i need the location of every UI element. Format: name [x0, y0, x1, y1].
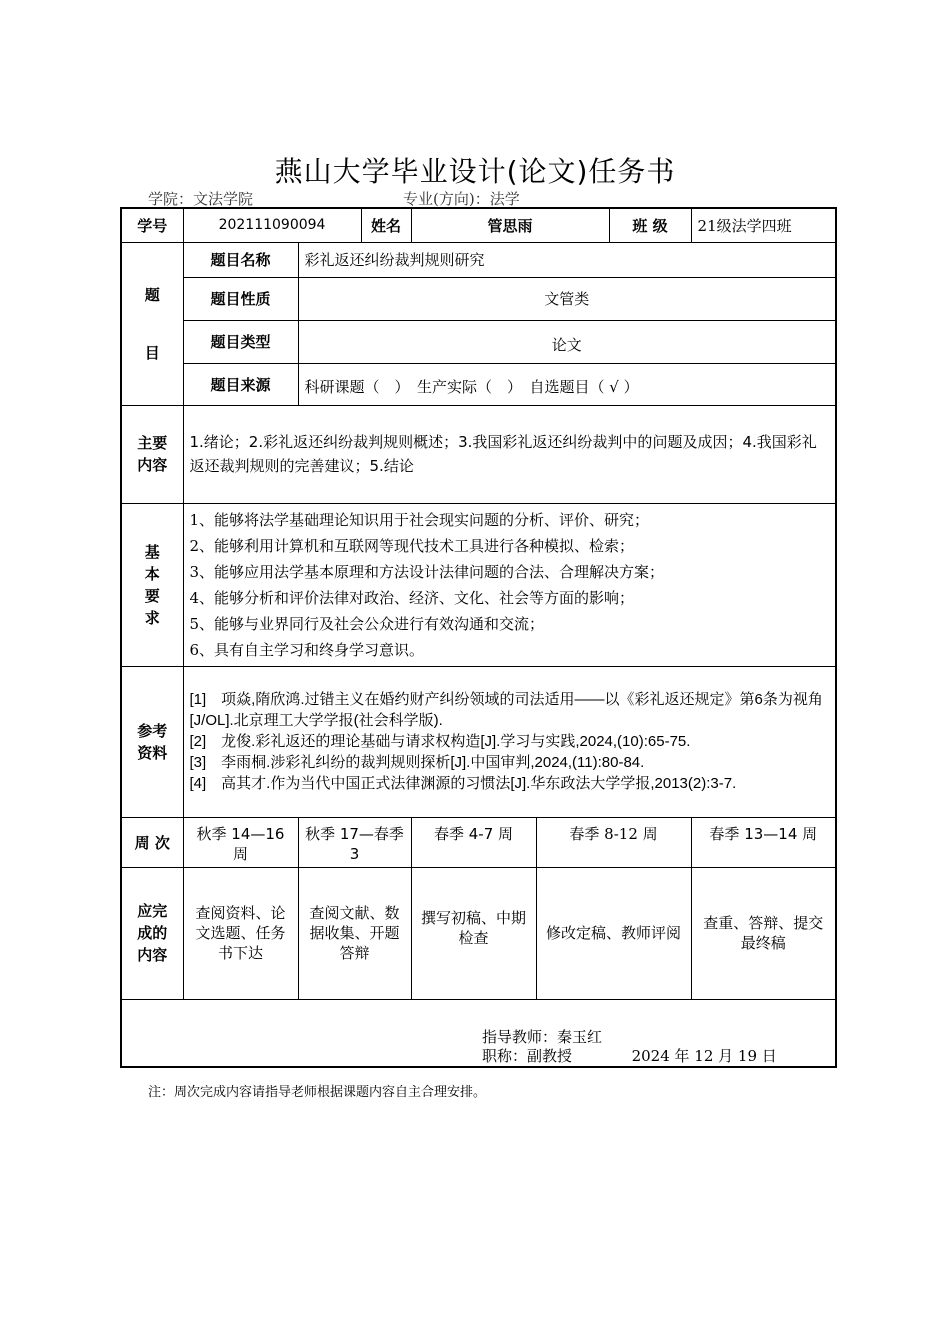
task-content-cell: 查阅文献、数据收集、开题答辩 [298, 867, 411, 999]
topic-type: 论文 [298, 320, 836, 363]
major-label: 专业(方向)： [403, 190, 490, 208]
schedule-content-label-3: 内容 [137, 946, 168, 964]
requirements-label-1: 基 [144, 542, 160, 561]
schedule-content-label [121, 867, 183, 999]
teacher-line [482, 1028, 777, 1047]
topic-section-label [121, 242, 183, 405]
student-name: 管思雨 [411, 208, 609, 242]
topic-nature: 文管类 [298, 277, 836, 320]
reference-item: [2] 龙俊.彩礼返还的理论基础与请求权构造[J].学习与实践,2024,(10):65-75. [189, 733, 691, 750]
teacher-label: 指导教师： [482, 1027, 558, 1046]
teacher-name: 秦玉红 [557, 1027, 603, 1046]
college-value: 文法学院 [193, 190, 254, 208]
title-line [482, 1047, 777, 1066]
main-content-text: 1.绪论；2.彩礼返还纠纷裁判规则概述；3.我国彩礼返还纠纷裁判中的问题及成因；4.我国彩礼返还裁判规则的完善建议；5.结论 [183, 405, 836, 503]
requirements-label [121, 503, 183, 666]
student-id-label: 学号 [121, 208, 183, 242]
requirement-item: 3、能够应用法学基本原理和方法设计法律问题的合法、合理解决方案； [189, 562, 665, 581]
references-cell [183, 666, 836, 817]
topic-type-label: 题目类型 [183, 320, 298, 363]
topic-section-label-1: 题 [144, 285, 160, 304]
week-cell: 秋季 17—春季 3 [298, 817, 411, 867]
references-label-2: 资料 [137, 743, 168, 762]
requirements-label-2: 本 [144, 564, 160, 583]
requirements-label-3: 要 [144, 586, 160, 605]
references-list [190, 689, 830, 794]
schedule-content-label-2: 成的 [137, 924, 168, 942]
requirement-item: 1、能够将法学基础理论知识用于社会现实问题的分析、评价、研究； [189, 510, 650, 529]
major-value: 法学 [489, 190, 520, 208]
week-cell: 春季 4-7 周 [411, 817, 536, 867]
reference-item: [3] 李雨桐.涉彩礼纠纷的裁判规则探析[J].中国审判,2024,(11):80-84. [189, 754, 645, 771]
student-name-label: 姓名 [361, 208, 411, 242]
schedule-content-label-1: 应完 [137, 902, 168, 920]
task-content-cell: 查阅资料、论文选题、任务书下达 [183, 867, 298, 999]
topic-section-label-2: 目 [144, 343, 160, 362]
requirement-item: 5、能够与业界同行及社会公众进行有效沟通和交流； [189, 614, 545, 633]
title-label: 职称： [482, 1046, 528, 1065]
reference-item: [4] 高其才.作为当代中国正式法律渊源的习惯法[J].华东政法大学学报,2013(2):3-7. [189, 775, 737, 792]
college-label: 学院： [148, 190, 194, 208]
topic-name-label: 题目名称 [183, 242, 298, 277]
teacher-info [482, 1028, 777, 1066]
topic-source: 科研课题（ ） 生产实际（ ） 自选题目（ √ ） [298, 363, 836, 405]
topic-source-label: 题目来源 [183, 363, 298, 405]
major-line [403, 188, 520, 209]
student-id: 202111090094 [183, 208, 361, 242]
teacher-title: 副教授 [527, 1046, 573, 1065]
task-content-cell: 修改定稿、教师评阅 [536, 867, 691, 999]
signature-block [122, 1000, 835, 1066]
class-label: 班 级 [609, 208, 691, 242]
class-value: 21级法学四班 [691, 208, 836, 242]
main-content-label-2: 内容 [137, 456, 168, 474]
references-label [121, 666, 183, 817]
task-content-cell: 查重、答辩、提交最终稿 [691, 867, 836, 999]
requirement-item: 6、具有自主学习和终身学习意识。 [189, 640, 425, 659]
signature-cell [121, 999, 836, 1067]
week-cell: 春季 13—14 周 [691, 817, 836, 867]
document-title: 燕山大学毕业设计(论文)任务书 [274, 155, 676, 188]
requirements-list [190, 507, 830, 663]
sign-date: 2024 年 12 月 19 日 [631, 1046, 777, 1065]
main-content-label-1: 主要 [137, 434, 168, 452]
topic-nature-label: 题目性质 [183, 277, 298, 320]
task-table [120, 207, 837, 1068]
topic-name: 彩礼返还纠纷裁判规则研究 [298, 242, 836, 277]
requirement-item: 4、能够分析和评价法律对政治、经济、文化、社会等方面的影响； [189, 588, 635, 607]
weeks-label: 周 次 [121, 817, 183, 867]
footnote: 注：周次完成内容请指导老师根据课题内容自主合理安排。 [148, 1085, 487, 1100]
requirement-item: 2、能够利用计算机和互联网等现代技术工具进行各种模拟、检索； [189, 536, 635, 555]
requirements-cell [183, 503, 836, 666]
main-content-label [121, 405, 183, 503]
references-label-1: 参考 [137, 721, 168, 740]
week-cell: 秋季 14—16 周 [183, 817, 298, 867]
requirements-label-4: 求 [144, 608, 160, 627]
reference-item: [1] 项焱,隋欣鸿.过错主义在婚约财产纠纷领域的司法适用——以《彩礼返还规定》第6条为视角[J/OL].北京理工大学学报(社会科学版). [189, 691, 823, 729]
college-line [148, 188, 253, 209]
task-content-cell: 撰写初稿、中期检查 [411, 867, 536, 999]
week-cell: 春季 8-12 周 [536, 817, 691, 867]
